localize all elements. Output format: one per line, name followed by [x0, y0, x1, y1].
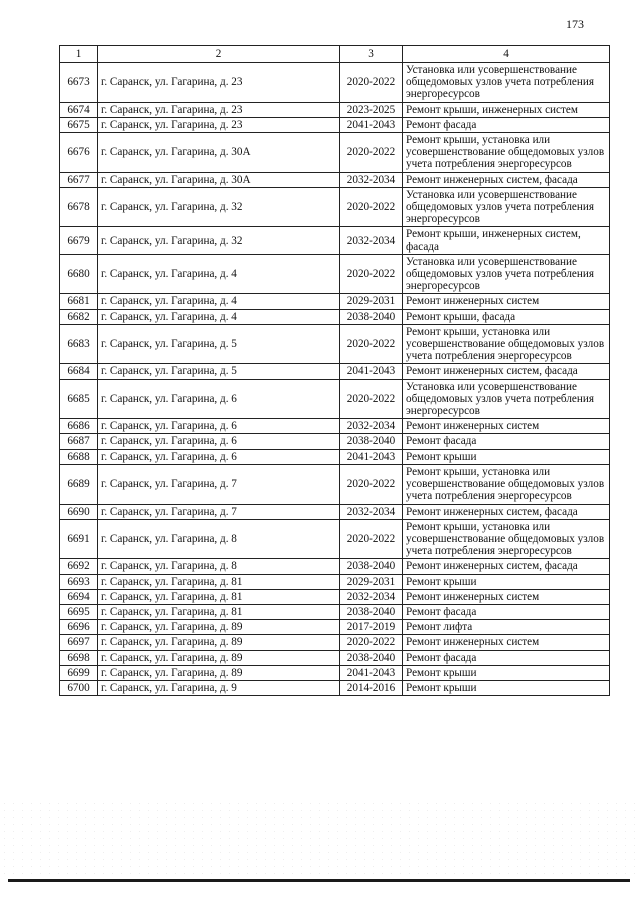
address-cell: г. Саранск, ул. Гагарина, д. 9: [98, 680, 340, 695]
table-row: [60, 294, 610, 309]
work-type-cell: Ремонт крыши: [403, 665, 610, 680]
repair-schedule-table: [59, 45, 610, 696]
row-number-cell: 6679: [60, 227, 98, 254]
work-type-cell: Установка или усовершенствование общедомовых узлов учета потребления энергоресурсов: [403, 254, 610, 294]
row-number-cell: 6674: [60, 102, 98, 117]
header-col-number: 1: [60, 46, 98, 63]
row-number-cell: 6682: [60, 309, 98, 324]
work-type-cell: Ремонт крыши: [403, 680, 610, 695]
address-cell: г. Саранск, ул. Гагарина, д. 32: [98, 227, 340, 254]
address-cell: г. Саранск, ул. Гагарина, д. 6: [98, 379, 340, 419]
address-cell: г. Саранск, ул. Гагарина, д. 5: [98, 324, 340, 364]
table-row: [60, 559, 610, 574]
row-number-cell: 6698: [60, 650, 98, 665]
row-number-cell: 6676: [60, 133, 98, 173]
row-number-cell: 6693: [60, 574, 98, 589]
work-type-cell: Ремонт крыши: [403, 574, 610, 589]
row-number-cell: 6699: [60, 665, 98, 680]
table-row: [60, 589, 610, 604]
address-cell: г. Саранск, ул. Гагарина, д. 23: [98, 102, 340, 117]
period-cell: 2032-2034: [340, 419, 403, 434]
table-row: [60, 254, 610, 294]
period-cell: 2038-2040: [340, 650, 403, 665]
period-cell: 2020-2022: [340, 635, 403, 650]
period-cell: 2020-2022: [340, 464, 403, 504]
period-cell: 2023-2025: [340, 102, 403, 117]
period-cell: 2020-2022: [340, 63, 403, 103]
row-number-cell: 6684: [60, 364, 98, 379]
period-cell: 2038-2040: [340, 604, 403, 619]
bottom-scan-edge: [8, 879, 630, 882]
address-cell: г. Саранск, ул. Гагарина, д. 30А: [98, 172, 340, 187]
address-cell: г. Саранск, ул. Гагарина, д. 7: [98, 504, 340, 519]
period-cell: 2020-2022: [340, 254, 403, 294]
row-number-cell: 6675: [60, 117, 98, 132]
work-type-cell: Ремонт фасада: [403, 650, 610, 665]
address-cell: г. Саранск, ул. Гагарина, д. 6: [98, 419, 340, 434]
work-type-cell: Установка или усовершенствование общедомовых узлов учета потребления энергоресурсов: [403, 379, 610, 419]
address-cell: г. Саранск, ул. Гагарина, д. 81: [98, 604, 340, 619]
row-number-cell: 6677: [60, 172, 98, 187]
work-type-cell: Ремонт крыши, установка или усовершенствование общедомовых узлов учета потребления энергоресурсов: [403, 519, 610, 559]
row-number-cell: 6685: [60, 379, 98, 419]
row-number-cell: 6686: [60, 419, 98, 434]
address-cell: г. Саранск, ул. Гагарина, д. 4: [98, 309, 340, 324]
row-number-cell: 6673: [60, 63, 98, 103]
period-cell: 2041-2043: [340, 364, 403, 379]
address-cell: г. Саранск, ул. Гагарина, д. 32: [98, 187, 340, 227]
work-type-cell: Ремонт инженерных систем: [403, 635, 610, 650]
period-cell: 2041-2043: [340, 665, 403, 680]
address-cell: г. Саранск, ул. Гагарина, д. 7: [98, 464, 340, 504]
row-number-cell: 6681: [60, 294, 98, 309]
row-number-cell: 6690: [60, 504, 98, 519]
row-number-cell: 6689: [60, 464, 98, 504]
table-row: [60, 665, 610, 680]
work-type-cell: Ремонт фасада: [403, 604, 610, 619]
table-row: [60, 324, 610, 364]
row-number-cell: 6697: [60, 635, 98, 650]
address-cell: г. Саранск, ул. Гагарина, д. 5: [98, 364, 340, 379]
address-cell: г. Саранск, ул. Гагарина, д. 4: [98, 294, 340, 309]
period-cell: 2020-2022: [340, 133, 403, 173]
period-cell: 2038-2040: [340, 559, 403, 574]
work-type-cell: Ремонт крыши, фасада: [403, 309, 610, 324]
table-row: [60, 379, 610, 419]
work-type-cell: Ремонт крыши, инженерных систем, фасада: [403, 227, 610, 254]
address-cell: г. Саранск, ул. Гагарина, д. 4: [98, 254, 340, 294]
table-row: [60, 172, 610, 187]
table-row: [60, 449, 610, 464]
work-type-cell: Ремонт фасада: [403, 117, 610, 132]
table-row: [60, 309, 610, 324]
period-cell: 2020-2022: [340, 379, 403, 419]
row-number-cell: 6691: [60, 519, 98, 559]
work-type-cell: Ремонт фасада: [403, 434, 610, 449]
period-cell: 2038-2040: [340, 434, 403, 449]
table-row: [60, 620, 610, 635]
period-cell: 2020-2022: [340, 324, 403, 364]
table-row: [60, 364, 610, 379]
row-number-cell: 6696: [60, 620, 98, 635]
work-type-cell: Ремонт инженерных систем, фасада: [403, 364, 610, 379]
address-cell: г. Саранск, ул. Гагарина, д. 89: [98, 650, 340, 665]
table-row: [60, 464, 610, 504]
period-cell: 2041-2043: [340, 117, 403, 132]
table-row: [60, 419, 610, 434]
row-number-cell: 6694: [60, 589, 98, 604]
address-cell: г. Саранск, ул. Гагарина, д. 6: [98, 449, 340, 464]
work-type-cell: Ремонт инженерных систем: [403, 294, 610, 309]
work-type-cell: Ремонт инженерных систем: [403, 589, 610, 604]
address-cell: г. Саранск, ул. Гагарина, д. 23: [98, 63, 340, 103]
address-cell: г. Саранск, ул. Гагарина, д. 8: [98, 559, 340, 574]
address-cell: г. Саранск, ул. Гагарина, д. 8: [98, 519, 340, 559]
header-col-address: 2: [98, 46, 340, 63]
work-type-cell: Ремонт крыши, установка или усовершенствование общедомовых узлов учета потребления энергоресурсов: [403, 324, 610, 364]
address-cell: г. Саранск, ул. Гагарина, д. 81: [98, 574, 340, 589]
table-row: [60, 680, 610, 695]
scan-noise: [0, 800, 639, 875]
row-number-cell: 6688: [60, 449, 98, 464]
period-cell: 2032-2034: [340, 227, 403, 254]
period-cell: 2038-2040: [340, 309, 403, 324]
work-type-cell: Установка или усовершенствование общедомовых узлов учета потребления энергоресурсов: [403, 187, 610, 227]
row-number-cell: 6683: [60, 324, 98, 364]
period-cell: 2032-2034: [340, 589, 403, 604]
work-type-cell: Ремонт крыши, установка или усовершенствование общедомовых узлов учета потребления энергоресурсов: [403, 464, 610, 504]
row-number-cell: 6687: [60, 434, 98, 449]
period-cell: 2020-2022: [340, 187, 403, 227]
work-type-cell: Ремонт инженерных систем, фасада: [403, 559, 610, 574]
work-type-cell: Ремонт крыши: [403, 449, 610, 464]
period-cell: 2029-2031: [340, 294, 403, 309]
address-cell: г. Саранск, ул. Гагарина, д. 89: [98, 635, 340, 650]
work-type-cell: Ремонт лифта: [403, 620, 610, 635]
row-number-cell: 6695: [60, 604, 98, 619]
work-type-cell: Ремонт инженерных систем: [403, 419, 610, 434]
address-cell: г. Саранск, ул. Гагарина, д. 81: [98, 589, 340, 604]
address-cell: г. Саранск, ул. Гагарина, д. 89: [98, 665, 340, 680]
table-row: [60, 519, 610, 559]
table-row: [60, 504, 610, 519]
row-number-cell: 6678: [60, 187, 98, 227]
table-row: [60, 604, 610, 619]
work-type-cell: Ремонт инженерных систем, фасада: [403, 172, 610, 187]
address-cell: г. Саранск, ул. Гагарина, д. 6: [98, 434, 340, 449]
header-col-work: 4: [403, 46, 610, 63]
table-row: [60, 650, 610, 665]
page-number: 173: [566, 17, 584, 31]
period-cell: 2029-2031: [340, 574, 403, 589]
table-row: [60, 187, 610, 227]
work-type-cell: Ремонт инженерных систем, фасада: [403, 504, 610, 519]
row-number-cell: 6700: [60, 680, 98, 695]
period-cell: 2041-2043: [340, 449, 403, 464]
row-number-cell: 6692: [60, 559, 98, 574]
period-cell: 2020-2022: [340, 519, 403, 559]
period-cell: 2014-2016: [340, 680, 403, 695]
row-number-cell: 6680: [60, 254, 98, 294]
period-cell: 2017-2019: [340, 620, 403, 635]
table-row: [60, 117, 610, 132]
table-row: [60, 574, 610, 589]
table-row: [60, 102, 610, 117]
address-cell: г. Саранск, ул. Гагарина, д. 89: [98, 620, 340, 635]
address-cell: г. Саранск, ул. Гагарина, д. 23: [98, 117, 340, 132]
table-row: [60, 227, 610, 254]
period-cell: 2032-2034: [340, 172, 403, 187]
table-row: [60, 133, 610, 173]
table-row: [60, 434, 610, 449]
table-row: [60, 63, 610, 103]
work-type-cell: Ремонт крыши, установка или усовершенствование общедомовых узлов учета потребления энергоресурсов: [403, 133, 610, 173]
period-cell: 2032-2034: [340, 504, 403, 519]
table-body: [60, 63, 610, 696]
address-cell: г. Саранск, ул. Гагарина, д. 30А: [98, 133, 340, 173]
table-row: [60, 635, 610, 650]
header-col-period: 3: [340, 46, 403, 63]
header-row: [60, 46, 610, 63]
work-type-cell: Установка или усовершенствование общедомовых узлов учета потребления энергоресурсов: [403, 63, 610, 103]
work-type-cell: Ремонт крыши, инженерных систем: [403, 102, 610, 117]
